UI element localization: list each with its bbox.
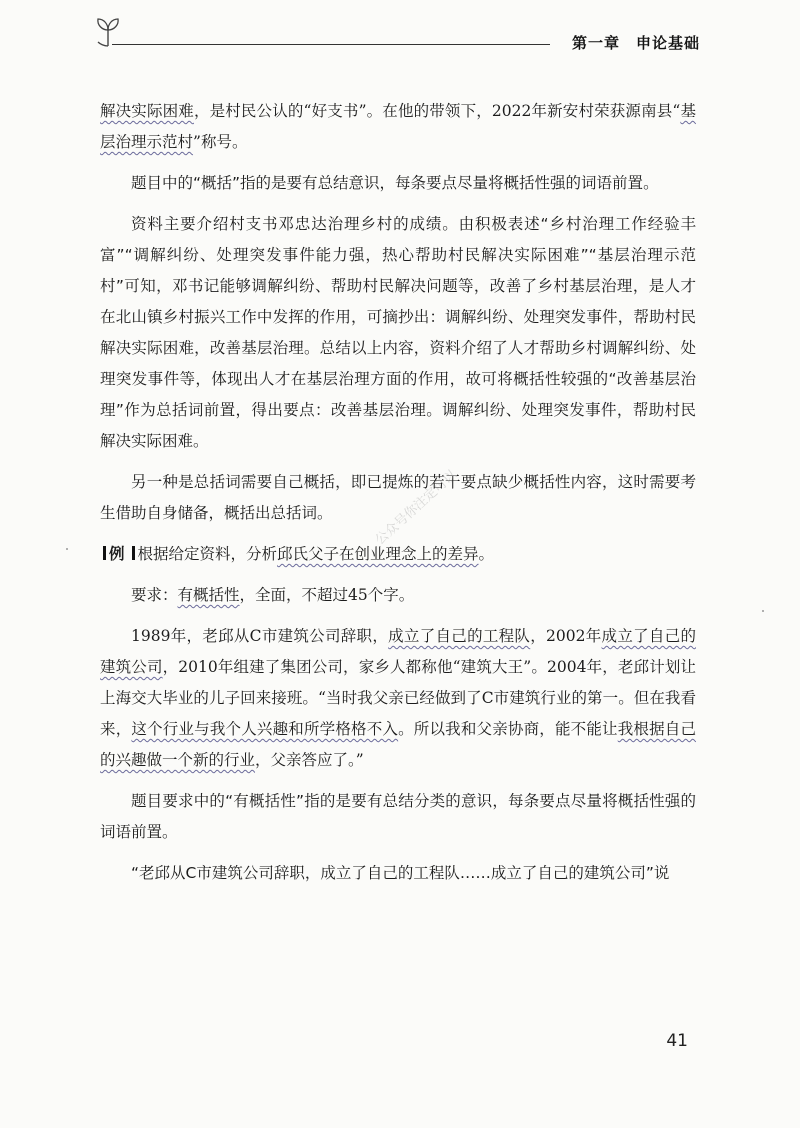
underlined-phrase: 有概括性 bbox=[177, 586, 240, 604]
text-segment: ，是村民公认的“好支书”。在他的带领下，2022年新安村荣获源南县“ bbox=[193, 102, 681, 120]
underlined-phrase: 成立了自己的建筑公司 bbox=[100, 627, 696, 676]
example-bar-icon bbox=[132, 546, 135, 560]
scan-speck bbox=[66, 548, 68, 550]
body-text bbox=[100, 96, 696, 899]
text-segment: ，全面，不超过45个字。 bbox=[239, 586, 415, 604]
chapter-title: 第一章 申论基础 bbox=[571, 34, 700, 52]
text-segment: 题目要求中的“有概括性”指的是要有总结分类的意识，每条要点尽量将概括性强的词语前置。 bbox=[100, 792, 696, 841]
paragraph bbox=[100, 168, 696, 199]
text-segment: 根据给定资料，分析 bbox=[137, 545, 278, 563]
text-segment: 。所以我和父亲协商，能不能让 bbox=[398, 720, 618, 738]
text-segment: ”称号。 bbox=[193, 133, 248, 151]
example-label: 例 bbox=[109, 545, 125, 563]
underlined-phrase: 解决实际困难 bbox=[100, 102, 194, 120]
text-segment: “老邱从C市建筑公司辞职，成立了自己的工程队……成立了自己的建筑公司”说 bbox=[131, 864, 670, 882]
paragraph bbox=[100, 209, 696, 457]
underlined-phrase: 成立了自己的工程队 bbox=[388, 627, 531, 645]
page-number: 41 bbox=[666, 1031, 688, 1051]
watermark: 公众号你注定可以 bbox=[372, 467, 461, 549]
paragraph bbox=[100, 858, 696, 889]
example-bar-icon bbox=[103, 546, 106, 560]
text-segment: 题目中的“概括”指的是要有总结意识，每条要点尽量将概括性强的词语前置。 bbox=[131, 174, 659, 192]
underlined-phrase: 邱氏父子在创业理念上的差异 bbox=[277, 545, 479, 563]
text-segment: ，父亲答应了。” bbox=[255, 751, 364, 769]
paragraph bbox=[100, 621, 696, 776]
paragraph bbox=[100, 786, 696, 848]
page-header bbox=[90, 14, 700, 54]
text-segment: 。 bbox=[478, 545, 495, 563]
paragraph bbox=[100, 96, 696, 158]
underlined-phrase: 这个行业与我个人兴趣和所学格格不入 bbox=[131, 720, 399, 738]
text-segment: ，2002年 bbox=[530, 627, 602, 645]
underlined-phrase: 我根据自己的兴趣做一个新的行业 bbox=[100, 720, 696, 769]
example-paragraph bbox=[100, 539, 696, 570]
text-segment: 要求： bbox=[131, 586, 178, 604]
underlined-phrase: 基层治理示范村 bbox=[100, 102, 696, 151]
scan-speck bbox=[762, 610, 764, 612]
text-segment: ，2010年组建了集团公司，家乡人都称他“建筑大王”。2004年，老邱计划让上海交大毕业的儿子回来接班。“当时我父亲已经做到了C市建筑行业的第一。但在我看来， bbox=[100, 658, 696, 738]
text-segment: 资料主要介绍村支书邓忠达治理乡村的成绩。由积极表述“乡村治理工作经验丰富”“调解纠纷、处理突发事件能力强，热心帮助村民解决实际困难”“基层治理示范村”可知，邓书记能够调解纠纷、帮助村民解决问题等，改善了乡村基层治理，是人才在北山镇乡村振兴工作中发挥的作用，可摘抄出：调解纠纷、处理突发事件，帮助村民解决实际困难，改善基层治理。总结以上内容，资料介绍了人才帮助乡村调解纠纷、处理突发事件等，体现出人才在基层治理方面的作用，故可将概括性较强的“改善基层治理”作为总括词前置，得出要点：改善基层治理。调解纠纷、处理突发事件，帮助村民解决实际困难。 bbox=[100, 215, 696, 450]
text-segment: 1989年，老邱从C市建筑公司辞职， bbox=[131, 627, 389, 645]
header-rule bbox=[112, 44, 550, 45]
text-segment: 另一种是总括词需要自己概括，即已提炼的若干要点缺少概括性内容，这时需要考生借助自身储备，概括出总括词。 bbox=[100, 473, 696, 522]
paragraph bbox=[100, 467, 696, 529]
paragraph bbox=[100, 580, 696, 611]
